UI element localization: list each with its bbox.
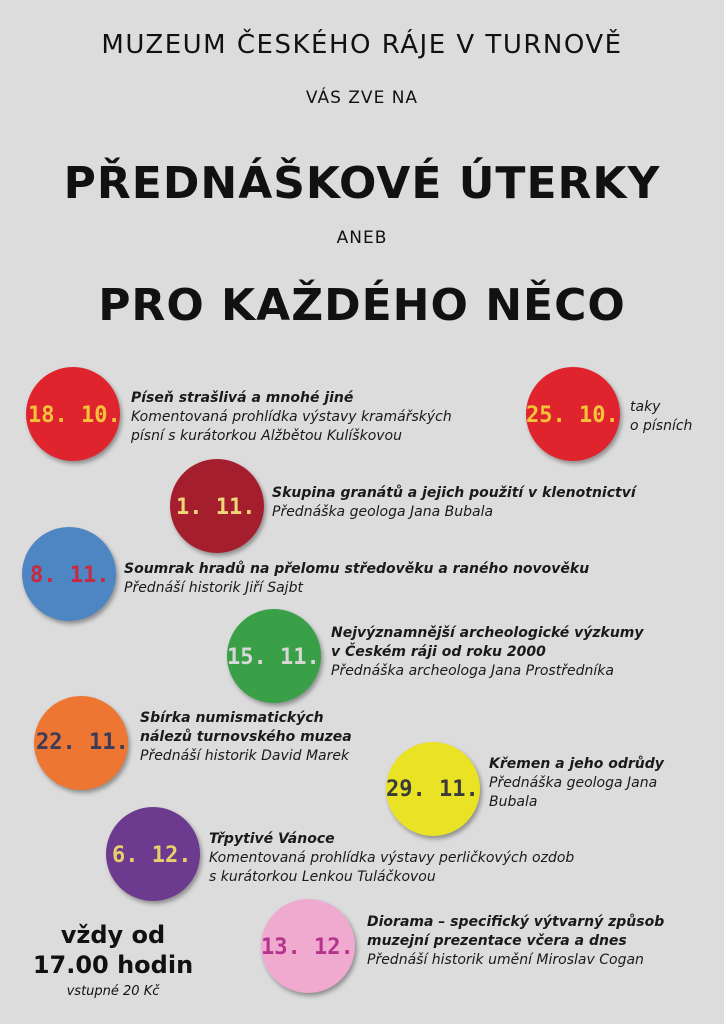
event-description: Přednáška archeologa Jana Prostředníka bbox=[331, 663, 614, 679]
event-date: 8. 11. bbox=[30, 563, 110, 588]
event-date: 1. 11. bbox=[176, 495, 256, 520]
event-description: Přednáší historik umění Miroslav Cogan bbox=[367, 952, 644, 968]
event-date: 13. 12. bbox=[261, 935, 354, 960]
event-date: 18. 10. bbox=[28, 403, 121, 428]
event-info bbox=[489, 755, 664, 812]
event-description: Komentovaná prohlídka výstavy perličkových ozdob bbox=[209, 850, 575, 866]
event-info bbox=[131, 389, 452, 446]
event-info bbox=[140, 709, 352, 766]
event-info bbox=[630, 398, 692, 436]
museum-name: MUZEUM ČESKÉHO RÁJE V TURNOVĚ bbox=[101, 30, 623, 60]
event-date: 25. 10. bbox=[526, 403, 619, 428]
page-title: PŘEDNÁŠKOVÉ ÚTERKY bbox=[63, 158, 661, 209]
event-info bbox=[367, 913, 664, 970]
event-description: Přednáší historik David Marek bbox=[140, 748, 350, 764]
event-info bbox=[124, 560, 589, 598]
event-title: Sbírka numismatických bbox=[140, 710, 324, 726]
event-description: taky bbox=[630, 399, 661, 415]
event-description: písní s kurátorkou Alžbětou Kulíškovou bbox=[131, 428, 402, 444]
event-time bbox=[28, 920, 198, 980]
event-title: Píseň strašlivá a mnohé jiné bbox=[131, 390, 354, 406]
event-description: Přednáší historik Jiří Sajbt bbox=[124, 580, 303, 596]
event-description: s kurátorkou Lenkou Tuláčkovou bbox=[209, 869, 436, 885]
event-title: Křemen a jeho odrůdy bbox=[489, 756, 664, 772]
event-time-line: 17.00 hodin bbox=[32, 951, 194, 979]
event-title: Skupina granátů a jejich použití v klenotnictví bbox=[272, 485, 636, 501]
event-title: Třpytivé Vánoce bbox=[209, 831, 335, 847]
aneb-text: ANEB bbox=[336, 228, 388, 248]
invite-text: VÁS ZVE NA bbox=[305, 88, 419, 108]
event-date: 15. 11. bbox=[227, 645, 320, 670]
event-date: 22. 11. bbox=[36, 730, 129, 755]
event-title: Diorama – specifický výtvarný způsob bbox=[367, 914, 665, 930]
event-time-line: vždy od bbox=[60, 921, 166, 949]
event-description: o písních bbox=[630, 418, 693, 434]
event-description: Bubala bbox=[489, 794, 538, 810]
event-info bbox=[272, 484, 636, 522]
event-title: nálezů turnovského muzea bbox=[140, 729, 352, 745]
event-description: Komentovaná prohlídka výstavy kramářských bbox=[131, 409, 452, 425]
event-date: 6. 12. bbox=[112, 843, 192, 868]
event-info bbox=[209, 830, 574, 887]
event-description: Přednáška geologa Jana bbox=[489, 775, 658, 791]
event-title: muzejní prezentace včera a dnes bbox=[367, 933, 627, 949]
page-subtitle: PRO KAŽDÉHO NĚCO bbox=[98, 280, 626, 331]
event-date: 29. 11. bbox=[386, 777, 479, 802]
event-title: v Českém ráji od roku 2000 bbox=[331, 644, 546, 660]
event-description: Přednáška geologa Jana Bubala bbox=[272, 504, 494, 520]
event-title: Soumrak hradů na přelomu středověku a raného novověku bbox=[124, 561, 590, 577]
entry-fee: vstupné 20 Kč bbox=[66, 984, 160, 999]
event-title: Nejvýznamnější archeologické výzkumy bbox=[331, 625, 644, 641]
event-info bbox=[331, 624, 644, 681]
